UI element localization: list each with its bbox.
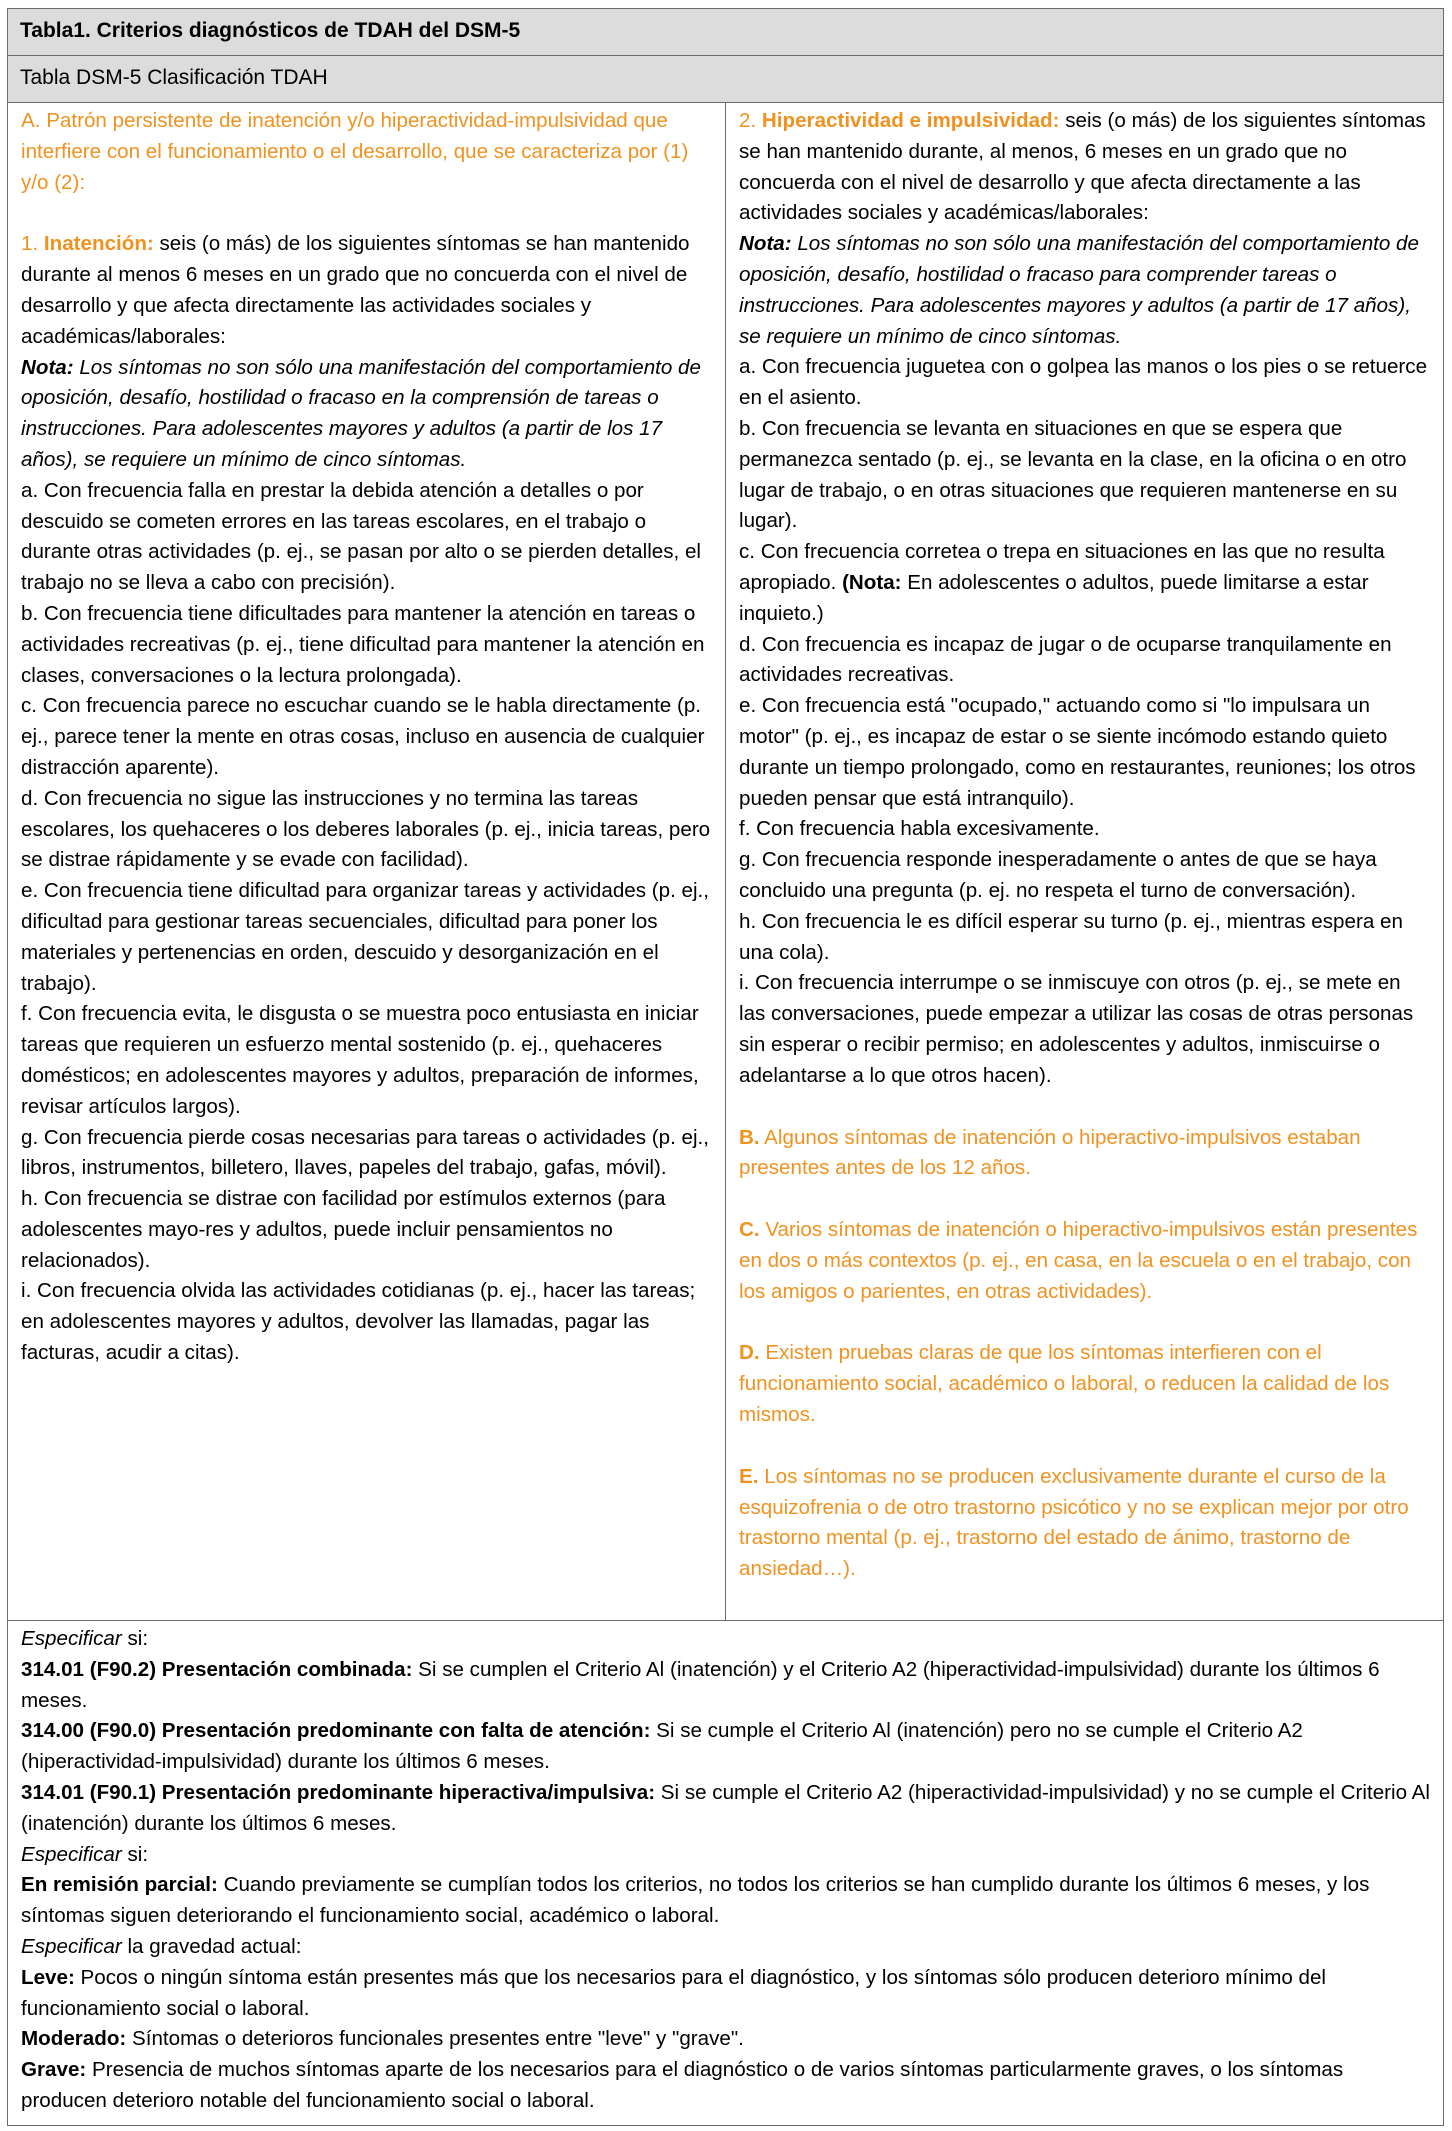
specify-text-2: si: xyxy=(121,1842,149,1866)
inattention-item-b: b. Con frecuencia tiene dificultades para mantener la atención en tareas o actividades recreativas (p. ej., tiene dificultad para mantener la atención en clases, conversaciones o la lectura prolongada). xyxy=(21,601,705,687)
hyperactivity-note-label: Nota: xyxy=(739,232,792,256)
hyperactivity-item-c-note-label: (Nota: xyxy=(842,570,902,594)
inattention-item-f: f. Con frecuencia evita, le disgusta o se muestra poco entusiasta en iniciar tareas que requieren un esfuerzo mental sostenido (p. ej., quehaceres domésticos; en adolescentes mayores y adultos, preparación de informes, revisar artículos largos). xyxy=(21,1002,699,1118)
presentation-hyperactive-text: Si se cumple el Criterio A2 (hiperactividad-impulsividad) y no se cumple el Criterio Al (inatención) durante los últimos 6 meses. xyxy=(21,1780,1430,1835)
presentation-combined-text: Si se cumplen el Criterio Al (inatención) y el Criterio A2 (hiperactividad-impulsividad) durante los últimos 6 meses. xyxy=(21,1657,1380,1712)
severity-mild xyxy=(21,1963,1433,2025)
severity-severe-text: Presencia de muchos síntomas aparte de los necesarios para el diagnóstico o de varios síntomas particularmente graves, o los síntomas producen deterioro notable del funcionamiento social o laboral. xyxy=(21,2058,1344,2112)
inattention-item-i: i. Con frecuencia olvida las actividades cotidianas (p. ej., hacer las tareas; en adolescentes mayores y adultos, devolver las llamadas, pagar las facturas, acudir a citas). xyxy=(21,1279,696,1365)
hyperactivity-note xyxy=(739,229,1429,352)
partial-remission xyxy=(21,1870,1433,1932)
criterion-a-label: A. xyxy=(21,109,41,132)
inattention-item-d: d. Con frecuencia no sigue las instrucciones y no termina las tareas escolares, los quehaceres o los deberes laborales (p. ej., inicia tareas, pero se distrae rápidamente y se evade con facilidad). xyxy=(21,786,711,872)
partial-remission-text: Cuando previamente se cumplían todos los criterios, no todos los criterios se han cumplido durante los últimos 6 meses, y los síntomas siguen deteriorando el funcionamiento social, académico o laboral. xyxy=(21,1873,1370,1928)
table-subtitle-cell xyxy=(8,56,1444,103)
severity-moderate xyxy=(21,2024,1433,2055)
presentation-inattentive-text: Si se cumple el Criterio Al (inatención) pero no se cumple el Criterio A2 (hiperactividad-impulsividad) durante los últimos 6 meses. xyxy=(21,1719,1303,1774)
specifiers-cell xyxy=(8,1621,1444,2126)
severity-mild-text: Pocos o ningún síntoma están presentes más que los necesarios para el diagnóstico, y los síntomas sólo producen deterioro mínimo del funcionamiento social o laboral. xyxy=(21,1965,1327,2020)
hyperactivity-item-a: a. Con frecuencia juguetea con o golpea las manos o los pies o se retuerce en el asiento. xyxy=(739,355,1428,410)
hyperactivity-item-f: f. Con frecuencia habla excesivamente. xyxy=(739,817,1100,841)
hyperactivity-item-c-note-text: En adolescentes o adultos, puede limitarse a estar inquieto.) xyxy=(739,570,1369,625)
partial-remission-label: En remisión parcial: xyxy=(21,1873,218,1897)
inattention-item-c: c. Con frecuencia parece no escuchar cuando se le habla directamente (p. ej., parece tener la mente en otras cosas, incluso en ausencia de cualquier distracción aparente). xyxy=(21,694,705,779)
inattention-column xyxy=(8,103,726,1621)
criterion-b-label: B. xyxy=(739,1125,760,1149)
hyperactivity-note-text: Los síntomas no son sólo una manifestación del comportamiento de oposición, desafío, hostilidad o fracaso para comprender tareas o instrucciones. Para adolescentes mayores y adultos (a partir de 17 años), se requiere un mínimo de cinco síntomas. xyxy=(739,232,1419,348)
criterion-c-label: C. xyxy=(739,1218,760,1242)
hyperactivity-item-b: b. Con frecuencia se levanta en situaciones en que se espera que permanezca sentado (p. ej., se levanta en la clase, en la oficina o en otro lugar de trabajo, o en otras situaciones que requieren mantenerse en su lugar). xyxy=(739,416,1407,533)
hyperactivity-item-g: g. Con frecuencia responde inesperadamente o antes de que se haya concluido una pregunta (p. ej. no respeta el turno de conversación). xyxy=(739,848,1377,902)
presentation-inattentive-label: 314.00 (F90.0) Presentación predominante con falta de atención: xyxy=(21,1719,651,1743)
specify-text-1: si: xyxy=(121,1627,149,1650)
criterion-b-text: Algunos síntomas de inatención o hiperactivo-impulsivos estaban presentes antes de los 12 años. xyxy=(739,1125,1361,1180)
specify-text-3: la gravedad actual: xyxy=(121,1934,302,1958)
criterion-b xyxy=(739,1123,1429,1185)
presentation-inattentive xyxy=(21,1716,1433,1778)
document-page xyxy=(7,8,1444,2125)
hyperactivity-item-c xyxy=(739,537,1429,629)
inattention-item-h: h. Con frecuencia se distrae con facilidad por estímulos externos (para adolescentes mayo-res y adultos, puede incluir pensamientos no relacionados). xyxy=(21,1187,666,1272)
inattention-number: 1. xyxy=(21,232,39,256)
inattention-item-a: a. Con frecuencia falla en prestar la debida atención a detalles o por descuido se cometen errores en las tareas escolares, en el trabajo o durante otras actividades (p. ej., se pasan por alto o se pierden detalles, el trabajo no se lleva a cabo con precisión). xyxy=(21,478,702,595)
criterion-e-label: E. xyxy=(739,1464,759,1488)
hyperactivity-title: Hiperactividad e impulsividad: xyxy=(761,109,1060,132)
criterion-a-text: Patrón persistente de inatención y/o hiperactividad-impulsividad que interfiere con el funcionamiento o el desarrollo, que se caracteriza por (1) y/o (2): xyxy=(21,109,689,194)
hyperactivity-item-c-text: c. Con frecuencia corretea o trepa en situaciones en las que no resulta apropiado. xyxy=(739,540,1385,594)
inattention-heading-paragraph xyxy=(21,229,715,352)
inattention-text: seis (o más) de los siguientes síntomas se han mantenido durante al menos 6 meses en un grado que no concuerda con el nivel de desarrollo y que afecta directamente las actividades sociales y académicas/laborales: xyxy=(21,232,690,348)
specify-line-2 xyxy=(21,1840,1433,1871)
criterion-d xyxy=(739,1338,1429,1430)
severity-severe-label: Grave: xyxy=(21,2058,87,2082)
inattention-note-label: Nota: xyxy=(21,355,74,379)
inattention-item-e: e. Con frecuencia tiene dificultad para organizar tareas y actividades (p. ej., dificultad para gestionar tareas secuenciales, dificultad para poner los materiales y pertenencias en orden, descuido y desorganización en el trabajo). xyxy=(21,879,709,995)
criterion-a-paragraph xyxy=(21,106,715,198)
severity-severe xyxy=(21,2055,1433,2117)
presentation-combined xyxy=(21,1655,1433,1717)
specify-label-2: Especificar xyxy=(21,1842,122,1866)
table-title-cell xyxy=(8,9,1444,56)
hyperactivity-item-i: i. Con frecuencia interrumpe o se inmiscuye con otros (p. ej., se mete en las conversaciones, puede empezar a utilizar las cosas de otras personas sin esperar o recibir permiso; en adolescentes y adultos, inmiscuirse o adelantarse a lo que otros hacen). xyxy=(739,971,1414,1087)
table-subtitle: Tabla DSM-5 Clasificación TDAH xyxy=(20,66,328,89)
criterion-e xyxy=(739,1462,1429,1585)
criterion-d-label: D. xyxy=(739,1341,760,1365)
presentation-hyperactive xyxy=(21,1778,1433,1840)
hyperactivity-item-h: h. Con frecuencia le es difícil esperar su turno (p. ej., mientras espera en una cola). xyxy=(739,909,1403,964)
criterion-c xyxy=(739,1215,1429,1307)
criterion-c-text: Varios síntomas de inatención o hiperactivo-impulsivos están presentes en dos o más contextos (p. ej., en casa, en la escuela o en el trabajo, con los amigos o parientes, en otras actividades). xyxy=(739,1218,1418,1303)
specify-label-3: Especificar xyxy=(21,1934,122,1958)
hyperactivity-text: seis (o más) de los siguientes síntomas se han mantenido durante, al menos, 6 meses en un grado que no concuerda con el nivel de desarrollo y que afecta directamente a las actividades sociales y académicas/laborales: xyxy=(739,109,1426,225)
inattention-note-text: Los síntomas no son sólo una manifestación del comportamiento de oposición, desafío, hostilidad o fracaso en la comprensión de tareas o instrucciones. Para adolescentes mayores y adultos (a partir de los 17 años), se requiere un mínimo de cinco síntomas. xyxy=(21,355,701,471)
criterion-d-text: Existen pruebas claras de que los síntomas interfieren con el funcionamiento social, académico o laboral, o reducen la calidad de los mismos. xyxy=(739,1341,1390,1427)
hyperactivity-item-e: e. Con frecuencia está "ocupado," actuando como si "lo impulsara un motor" (p. ej., es incapaz de estar o se siente incómodo estando quieto durante un tiempo prolongado, como en restaurantes, reuniones; los otros pueden pensar que está intranquilo). xyxy=(739,694,1416,810)
severity-moderate-text: Síntomas o deterioros funcionales presentes entre "leve" y "grave". xyxy=(126,2027,744,2051)
hyperactivity-heading-paragraph xyxy=(739,106,1429,229)
criterion-e-text: Los síntomas no se producen exclusivamente durante el curso de la esquizofrenia o de otro trastorno psicótico y no se explican mejor por otro trastorno mental (p. ej., trastorno del estado de ánimo, trastorno de ansiedad…). xyxy=(739,1464,1409,1581)
severity-mild-label: Leve: xyxy=(21,1965,75,1989)
inattention-note xyxy=(21,353,715,476)
hyperactivity-item-d: d. Con frecuencia es incapaz de jugar o de ocuparse tranquilamente en actividades recreativas. xyxy=(739,632,1392,687)
hyperactivity-number: 2. xyxy=(739,109,757,132)
hyperactivity-column xyxy=(726,103,1444,1621)
presentation-combined-label: 314.01 (F90.2) Presentación combinada: xyxy=(21,1657,413,1681)
table-title: Tabla1. Criterios diagnósticos de TDAH del DSM-5 xyxy=(20,19,521,42)
dsm5-criteria-table xyxy=(7,8,1444,2126)
inattention-title: Inatención: xyxy=(43,232,154,256)
specify-label-1: Especificar xyxy=(21,1627,122,1650)
inattention-item-g: g. Con frecuencia pierde cosas necesarias para tareas o actividades (p. ej., libros, instrumentos, billetero, llaves, papeles del trabajo, gafas, móvil). xyxy=(21,1125,709,1180)
presentation-hyperactive-label: 314.01 (F90.1) Presentación predominante hiperactiva/impulsiva: xyxy=(21,1780,656,1804)
severity-moderate-label: Moderado: xyxy=(21,2027,127,2051)
specify-line-1 xyxy=(21,1624,1433,1655)
specify-line-3 xyxy=(21,1932,1433,1963)
